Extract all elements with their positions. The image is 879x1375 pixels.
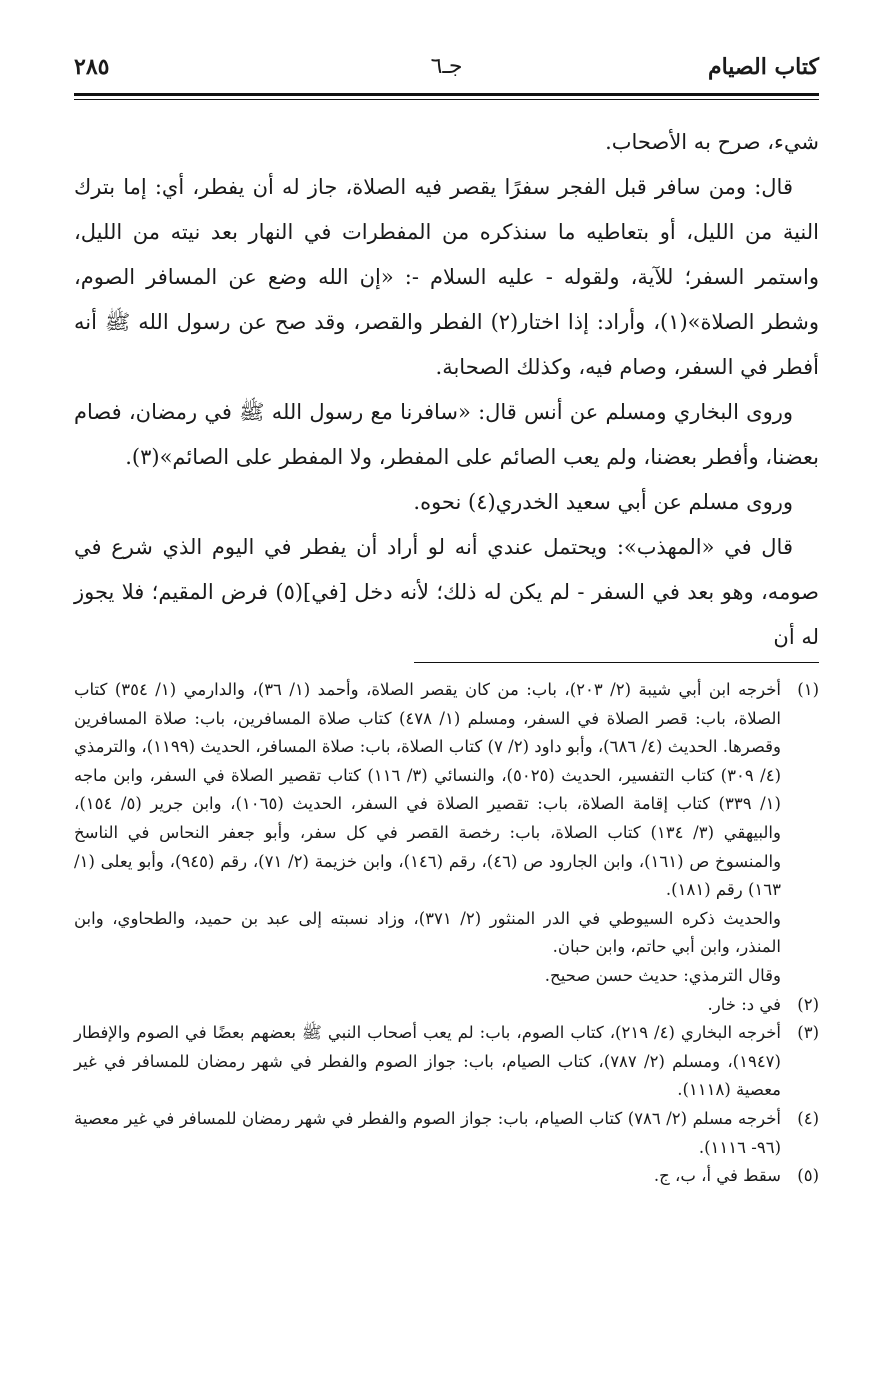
footnote [74, 1105, 819, 1162]
footnote-number: (١) [797, 680, 819, 699]
paragraph: قال في «المهذب»: ويحتمل عندي أنه لو أراد أن يفطر في اليوم الذي شرع في صومه، وهو بعد في السفر - لم يكن له ذلك؛ لأنه دخل [في](٥) فرض المقيم؛ فلا يجوز له أن [74, 535, 819, 649]
footnote-text: أخرجه البخاري (٤/ ٢١٩)، كتاب الصوم، باب: لم يعب أصحاب النبي ﷺ بعضهم بعضًا في الصوم والإفطار (١٩٤٧)، ومسلم (٢/ ٧٨٧)، كتاب الصيام، باب: جواز الصوم والفطر في شهر رمضان للمسافر في غير معصية (١١١٨). [74, 1023, 781, 1100]
paragraph: وروى مسلم عن أبي سعيد الخدري(٤) نحوه. [413, 490, 793, 514]
footnote-continuation: وقال الترمذي: حديث حسن صحيح. [544, 965, 781, 985]
paragraph: قال: ومن سافر قبل الفجر سفرًا يقصر فيه الصلاة، جاز له أن يفطر، أي: إما بترك النية من الليل، أو بتعاطيه ما سنذكره من المفطرات في النهار بعد نيته من الليل، واستمر السفر؛ للآية، ولقوله - عليه السلام -: «إن الله وضع عن المسافر الصوم، وشطر الصلاة»(١)، وأراد: إذا اختار(٢) الفطر والقصر، وقد صح عن رسول الله ﷺ أنه أفطر في السفر، وصام فيه، وكذلك الصحابة. [74, 175, 819, 379]
footnote [74, 676, 819, 905]
header-rule [74, 93, 819, 96]
footnote-text: سقط في أ، ب، ج. [653, 1166, 781, 1186]
footnote-separator [414, 662, 819, 663]
footnote [74, 1162, 819, 1191]
main-text [74, 120, 819, 660]
footnote-continuation: والحديث ذكره السيوطي في الدر المنثور (٢/ ٣٧١)، وزاد نسبته إلى عبد بن حميد، والطحاوي، وابن المنذر، وابن أبي حاتم، وابن حبان. [74, 908, 781, 957]
footnote-number: (٤) [797, 1108, 819, 1128]
header-rule-thin [74, 99, 819, 100]
footnote [74, 1019, 819, 1105]
page-header [74, 50, 819, 90]
paragraph: شيء، صرح به الأصحاب. [605, 130, 819, 154]
page-number: ٢٨٥ [74, 54, 110, 80]
footnote-number: (٣) [797, 1023, 819, 1043]
footnote-number: (٢) [797, 994, 819, 1014]
footnote-text: في د: خار. [707, 994, 781, 1014]
volume-label: جـ٦ [430, 54, 463, 79]
footnote-text: أخرجه مسلم (٢/ ٧٨٦) كتاب الصيام، باب: جواز الصوم والفطر في شهر رمضان للمسافر في غير معصية (٩٦- ١١١٦). [74, 1108, 781, 1157]
paragraph: وروى البخاري ومسلم عن أنس قال: «سافرنا مع رسول الله ﷺ في رمضان، فصام بعضنا، وأفطر بعضنا، ولم يعب الصائم على المفطر، ولا المفطر على الصائم»(٣). [74, 400, 819, 469]
book-title: كتاب الصيام [707, 54, 819, 80]
footnote [74, 991, 819, 1020]
footnotes [74, 676, 819, 1191]
footnote-number: (٥) [797, 1166, 819, 1186]
footnote-text: أخرجه ابن أبي شيبة (٢/ ٢٠٣)، باب: من كان يقصر الصلاة، وأحمد (١/ ٣٦)، والدارمي (١/ ٣٥٤) كتاب الصلاة، باب: قصر الصلاة في السفر، ومسلم (١/ ٤٧٨) كتاب صلاة المسافرين، باب: صلاة المسافرين وقصرها. الحديث (٤/ ٦٨٦)، وأبو داود (٢/ ٧) كتاب الصلاة، باب: صلاة المسافر، الحديث (١١٩٩)، والترمذي (٤/ ٣٠٩) كتاب التفسير، الحديث (٥٠٢٥)، والنسائي (٣/ ١١٦) كتاب تقصير الصلاة في السفر، وابن ماجه (١/ ٣٣٩) كتاب إقامة الصلاة، باب: تقصير الصلاة في السفر، الحديث (١٠٦٥)، وابن جرير (٥/ ١٥٤)، والبيهقي (٣/ ١٣٤) كتاب الصلاة، باب: رخصة القصر في كل سفر، وأبو جعفر النحاس في الناسخ والمنسوخ ص (١٦١)، وابن الجارود ص (٤٦)، رقم (١٤٦)، وابن خزيمة (٢/ ٧١)، رقم (٩٤٥)، وأبو يعلى (١/ ١٦٣) رقم (١٨١). [74, 680, 782, 900]
